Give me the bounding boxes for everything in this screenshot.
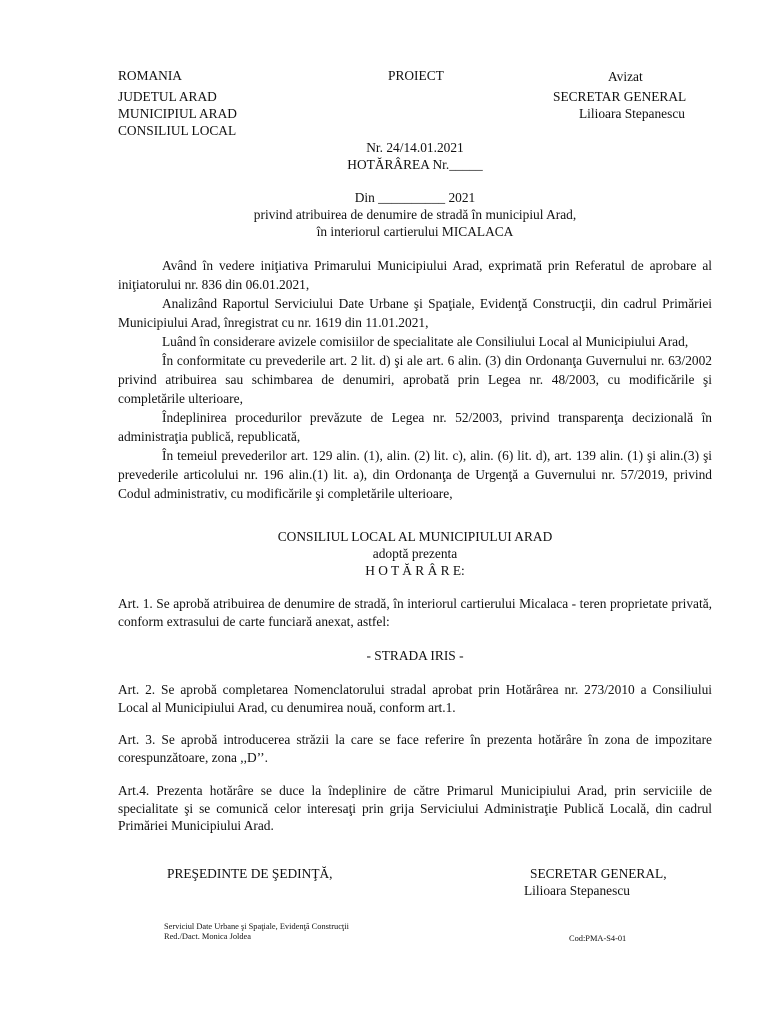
article-2: Art. 2. Se aprobă completarea Nomenclatorului stradal aprobat prin Hotărârea nr. 273/2010 a Consiliului Local al Municipiului Arad, cu denumirea nouă, conform art.1. — [118, 682, 712, 715]
header-county: JUDETUL ARAD — [118, 89, 217, 104]
decision-number: HOTĂRÂREA Nr._____ — [347, 157, 483, 172]
preamble-paragraph: În temeiul prevederilor art. 129 alin. (1), alin. (2) lit. c), alin. (6) lit. d), art. 139 alin. (1) şi alin.(3) şi prevederile articolului nr. 196 alin.(1) lit. a), din Ordonanţa de Urgenţă a Guvernului nr. 57/2019, privind Codul administrativ, cu modificările şi completările ulterioare, — [118, 448, 712, 501]
subject-line-2: în interiorul cartierului MICALACA — [316, 224, 514, 239]
preamble-paragraph: Analizând Raportul Serviciului Date Urbane şi Spaţiale, Evidenţă Construcţii, din cadrul Primăriei Municipiului Arad, înregistrat cu nr. 1619 din 11.01.2021, — [118, 296, 712, 330]
subject-line-1: privind atribuirea de denumire de stradă în municipiul Arad, — [253, 207, 577, 222]
preamble-paragraph: Luând în considerare avizele comisiilor de specialitate ale Consiliului Local al Municipiului Arad, — [162, 334, 689, 349]
street-name: - STRADA IRIS - — [366, 648, 464, 663]
footer-code: Cod:PMA-S4-01 — [569, 934, 627, 943]
footer-editor: Red./Dact. Monica Joldea — [164, 932, 251, 941]
secretary-name-header: Lilioara Stepanescu — [579, 106, 685, 121]
header-council: CONSILIUL LOCAL — [118, 123, 237, 138]
secretary-title-header: SECRETAR GENERAL — [553, 89, 687, 104]
article-3: Art. 3. Se aprobă introducerea străzii la care se face referire în prezenta hotărâre în zona de impozitare corespunzătoare, zona ,,D’’. — [118, 732, 712, 765]
article-1: Art. 1. Se aprobă atribuirea de denumire de stradă, în interiorul cartierului Micalaca - teren proprietate privată, conform extrasului de carte funciară anexat, astfel: — [118, 596, 712, 629]
adoption-council: CONSILIUL LOCAL AL MUNICIPIULUI ARAD — [277, 529, 553, 544]
president-signature-title: PREŞEDINTE DE ŞEDINŢĂ, — [167, 866, 333, 881]
article-4: Art.4. Prezenta hotărâre se duce la îndeplinire de către Primarul Municipiului Arad, prin serviciile de specialitate şi se comunică celor interesaţi prin grija Serviciului Administraţie Publică Locală, din cadrul Primăriei Municipiului Arad. — [118, 783, 712, 833]
decision-heading: H O T Ă R Â R E: — [365, 563, 465, 578]
preamble-paragraph: În conformitate cu prevederile art. 2 lit. d) şi ale art. 6 alin. (3) din Ordonanţa Guvernului nr. 63/2002 privind atribuirea sau schimbarea de denumiri, aprobată prin Legea nr. 48/2003, cu modificările şi completările ulterioare, — [118, 353, 712, 406]
approval-label: Avizat — [608, 69, 643, 84]
preamble-paragraph: Având în vedere iniţiativa Primarului Municipiului Arad, exprimată prin Referatul de aprobare al iniţiatorului nr. 836 din 06.01.2021, — [118, 258, 712, 292]
header-country: ROMANIA — [118, 68, 182, 83]
preamble — [118, 256, 712, 503]
secretary-signature-title: SECRETAR GENERAL, — [530, 866, 667, 881]
footer-service: Serviciul Date Urbane şi Spaţiale, Evidenţă Construcţii — [164, 922, 349, 931]
adoption-verb: adoptă prezenta — [372, 546, 458, 561]
preamble-paragraph: Îndeplinirea procedurilor prevăzute de Legea nr. 52/2003, privind transparenţa decizională în administraţia publică, republicată, — [118, 410, 712, 444]
header-municipality: MUNICIPIUL ARAD — [118, 106, 237, 121]
decision-date: Din __________ 2021 — [354, 190, 476, 205]
project-label: PROIECT — [388, 68, 444, 83]
secretary-signature-name: Lilioara Stepanescu — [524, 883, 630, 898]
document-number: Nr. 24/14.01.2021 — [366, 140, 464, 155]
